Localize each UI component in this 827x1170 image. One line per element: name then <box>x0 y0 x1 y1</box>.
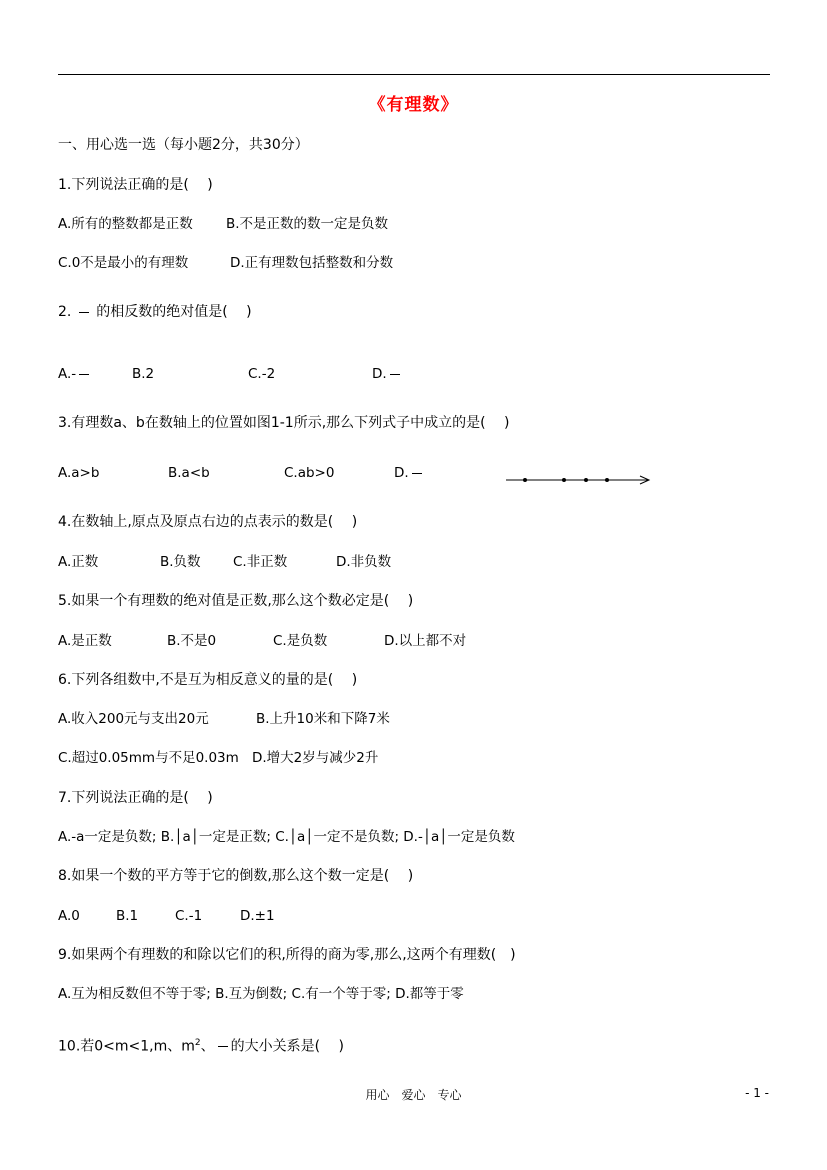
q3-stem: 3.有理数a、b在数轴上的位置如图1-1所示,那么下列式子中成立的是( ) <box>58 415 510 431</box>
q2-stem-suffix: 的相反数的绝对值是( ) <box>96 304 252 320</box>
q5-option-c: C.是负数 <box>273 633 328 649</box>
q5-stem: 5.如果一个有理数的绝对值是正数,那么这个数必定是( ) <box>58 593 414 609</box>
q1-option-b: B.不是正数的数一定是负数 <box>226 216 389 232</box>
fraction-placeholder <box>79 312 89 313</box>
q3-option-b: B.a<b <box>168 465 210 481</box>
q4-stem: 4.在数轴上,原点及原点右边的点表示的数是( ) <box>58 514 358 530</box>
q2-stem-prefix: 2. <box>58 304 72 320</box>
q4-option-d: D.非负数 <box>336 554 392 570</box>
q3-option-c: C.ab>0 <box>284 465 335 481</box>
q2-stem <box>58 303 252 321</box>
q2-option-b: B.2 <box>132 366 155 382</box>
q10-stem-mid: 、 <box>200 1038 215 1055</box>
header-rule <box>58 74 770 75</box>
q5-option-d: D.以上都不对 <box>384 633 467 649</box>
fraction-placeholder <box>390 374 400 375</box>
q2-option-a-text: A.- <box>58 366 77 382</box>
fraction-placeholder <box>412 473 422 474</box>
q10-stem-prefix: 10.若0<m<1,m、m <box>58 1038 195 1055</box>
number-line-point <box>584 478 588 482</box>
q9-options: A.互为相反数但不等于零; B.互为倒数; C.有一个等于零; D.都等于零 <box>58 986 464 1002</box>
q1-option-a: A.所有的整数都是正数 <box>58 216 193 232</box>
q5-option-b: B.不是0 <box>167 633 217 649</box>
q6-stem: 6.下列各组数中,不是互为相反意义的量的是( ) <box>58 672 358 688</box>
number-line-figure <box>506 470 656 490</box>
q3-option-d <box>394 464 425 482</box>
q1-option-c: C.0不是最小的有理数 <box>58 255 189 271</box>
q10-stem-suffix: 的大小关系是( ) <box>230 1038 345 1055</box>
q10-superscript: 2 <box>194 1038 201 1048</box>
fraction-placeholder <box>79 374 89 375</box>
q8-option-c: C.-1 <box>175 908 203 924</box>
page-footer: 用心 爱心 专心 <box>365 1088 462 1102</box>
q9-stem: 9.如果两个有理数的和除以它们的积,所得的商为零,那么,这两个有理数( ) <box>58 947 516 963</box>
q2-option-c: C.-2 <box>248 366 276 382</box>
q5-option-a: A.是正数 <box>58 633 112 649</box>
q8-stem: 8.如果一个数的平方等于它的倒数,那么这个数一定是( ) <box>58 868 414 884</box>
q3-option-a: A.a>b <box>58 465 100 481</box>
q10-stem <box>58 1034 344 1056</box>
q6-option-c: C.超过0.05mm与不足0.03m <box>58 750 239 766</box>
q8-option-a: A.0 <box>58 908 80 924</box>
q7-stem: 7.下列说法正确的是( ) <box>58 790 213 806</box>
q6-option-d: D.增大2岁与减少2升 <box>252 750 379 766</box>
q8-option-d: D.±1 <box>240 908 275 924</box>
q2-option-d <box>372 365 403 383</box>
q8-option-b: B.1 <box>116 908 139 924</box>
fraction-placeholder <box>218 1046 228 1047</box>
page-number: - 1 - <box>745 1086 769 1100</box>
q4-option-a: A.正数 <box>58 554 99 570</box>
number-line-point <box>562 478 566 482</box>
q7-options: A.-a一定是负数; B.│a│一定是正数; C.│a│一定不是负数; D.-│a│一定是负数 <box>58 829 515 845</box>
page-title: 《有理数》 <box>368 95 459 115</box>
q6-option-a: A.收入200元与支出20元 <box>58 711 209 727</box>
q1-option-d: D.正有理数包括整数和分数 <box>230 255 394 271</box>
q6-option-b: B.上升10米和下降7米 <box>256 711 390 727</box>
q2-option-a <box>58 365 92 383</box>
q4-option-b: B.负数 <box>160 554 201 570</box>
number-line-point <box>523 478 527 482</box>
number-line-point <box>605 478 609 482</box>
q1-stem: 1.下列说法正确的是( ) <box>58 177 213 193</box>
section-heading: 一、用心选一选（每小题2分，共30分） <box>58 137 309 153</box>
q3-option-d-text: D. <box>394 465 409 481</box>
q2-option-d-text: D. <box>372 366 387 382</box>
q4-option-c: C.非正数 <box>233 554 288 570</box>
